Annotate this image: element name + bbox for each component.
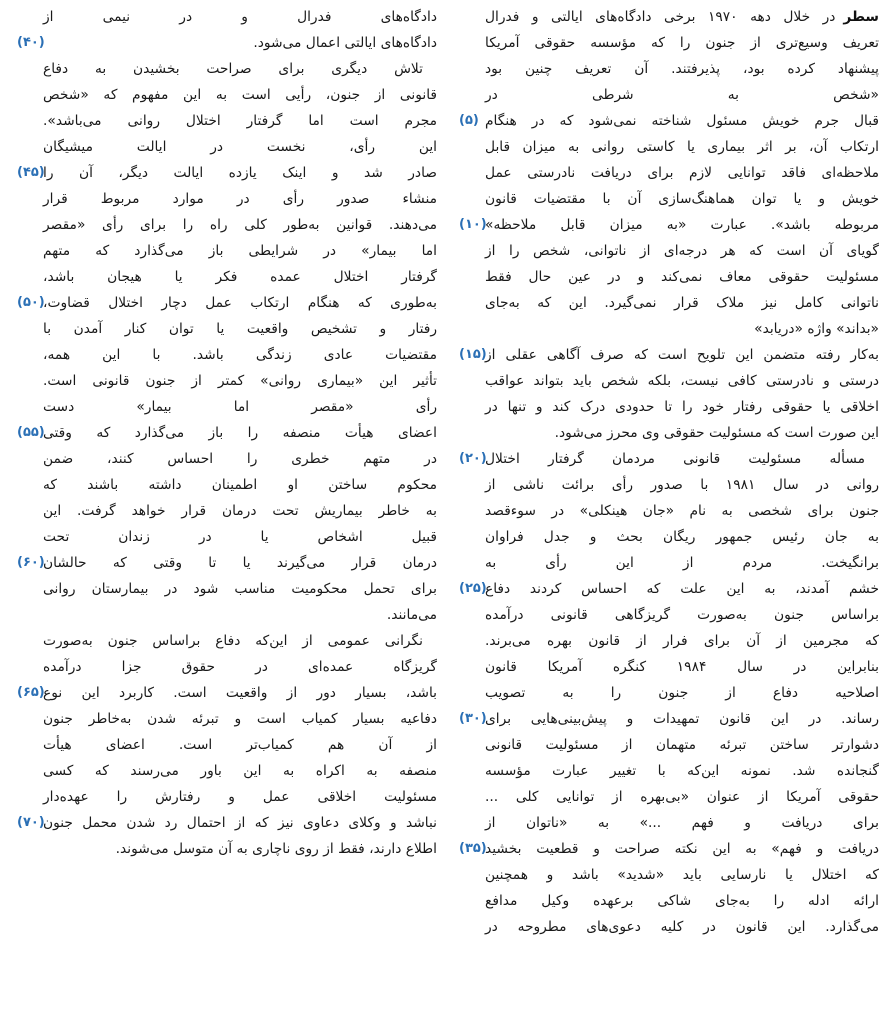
line-text: تعریف وسیع‌تری از جنون را که مؤسسه حقوقی آمریکا (485, 35, 879, 51)
text-line (17, 56, 437, 82)
left-column (17, 0, 437, 1024)
text-line (459, 654, 879, 680)
text-line (459, 420, 879, 446)
line-text: دفاعیه بسیار کمیاب است و تبرئه شدن به‌خاطر جنون (43, 711, 437, 727)
line-text: درمان قرار می‌گیرند یا تا وقتی که حالشان (43, 555, 437, 571)
text-line (459, 446, 879, 472)
text-line (459, 888, 879, 914)
line-text: دشوارتر ساختن تبرئه متهمان از مسئولیت قانونی (485, 737, 879, 753)
line-text: این رأی، نخست در ایالت میشیگان (43, 139, 437, 155)
text-line (459, 862, 879, 888)
text-line (459, 108, 879, 134)
text-line (17, 732, 437, 758)
line-number: (۲۰) (459, 451, 487, 466)
text-line (17, 368, 437, 394)
line-text: می‌گذارد. این قانون در کلیه دعوی‌های مطروحه در (485, 919, 879, 935)
text-line (17, 212, 437, 238)
line-number: (۳۵) (459, 841, 487, 856)
line-text: محکوم ساختن او اطمینان داشته باشند که (43, 477, 437, 493)
text-line (459, 524, 879, 550)
line-number: (۲۵) (459, 581, 487, 596)
text-line (17, 680, 437, 706)
line-text: گنجانده شد. نمونه این‌که با تغییر عبارت مؤسسه (485, 763, 879, 779)
line-text: رساند. در این قانون تمهیدات و پیش‌بینی‌هایی برای (485, 711, 879, 727)
text-line (17, 290, 437, 316)
text-line (459, 4, 879, 30)
line-text: مجرم است اما گرفتار اختلال روانی می‌باشد». (43, 113, 437, 129)
line-text: به خاطر بیماریش تحت درمان قرار خواهد گرفت. این (43, 503, 437, 519)
text-line (17, 472, 437, 498)
line-text: اخلاقی یا حقوقی رفتار خود را تا حدودی درک کند و تنها در (485, 399, 879, 415)
line-text: درستی و نادرستی کافی نیست، بلکه شخص باید بتواند عواقب (485, 373, 879, 389)
line-text: باشد، بسیار دور از واقعیت است. کاربرد این نوع (43, 685, 437, 701)
line-number: (۵۵) (17, 425, 45, 440)
line-text: «بداند» واژه «دریابد» (754, 321, 879, 337)
line-text: می‌مانند. (386, 607, 437, 623)
line-text: منشاء صدور رأی در موارد مربوط قرار (43, 191, 437, 207)
line-text: گریزگاه عمده‌ای در حقوق جزا درآمده (43, 659, 437, 675)
line-text: پیشنهاد کرده بود، پذیرفتند. آن تعریف چنین بود (485, 61, 879, 77)
text-line (17, 524, 437, 550)
line-number: (۴۰) (17, 35, 45, 50)
text-line (17, 30, 437, 56)
line-text: قانونی از جنون، رأیی است به این مفهوم که «شخص (43, 87, 437, 103)
line-text: قبال جرم خویش مسئول شناخته نمی‌شود که در هنگام (485, 113, 879, 129)
text-line (459, 342, 879, 368)
text-line (17, 264, 437, 290)
line-text: مسأله مسئولیت قانونی مردمان گرفتار اختلال (485, 451, 865, 467)
line-text: اطلاع دارند، فقط از روی ناچاری به آن متوسل می‌شوند. (115, 841, 437, 857)
text-line (17, 836, 437, 862)
text-line (17, 784, 437, 810)
text-line (459, 836, 879, 862)
line-text: نگرانی عمومی از این‌که دفاع براساس جنون به‌صورت (43, 633, 423, 649)
line-text: به‌طوری که هنگام ارتکاب عمل دچار اختلال قضاوت، (43, 295, 437, 311)
text-line (459, 212, 879, 238)
line-text: براساس جنون به‌صورت گریزگاهی قانونی درآمده (485, 607, 879, 623)
line-number: (۶۵) (17, 685, 45, 700)
line-text: مسئولیت حقوقی معاف نمی‌کند و در عین حال فقط (485, 269, 879, 285)
line-text: به‌کار رفته متضمن این تلویح است که صرف آگاهی عقلی از (485, 347, 879, 363)
line-text: اصلاحیه دفاع از جنون را به تصویب (485, 685, 879, 701)
line-text: گویای آن است که هر درجه‌ای از ناتوانی، شخص را از (485, 243, 879, 259)
text-line (17, 160, 437, 186)
line-number: (۱۵) (459, 347, 487, 362)
text-line (17, 810, 437, 836)
text-line (459, 732, 879, 758)
text-line (459, 576, 879, 602)
line-text: تأثیر این «بیماری روانی» کمتر از جنون قانونی است. (43, 373, 437, 389)
text-line (459, 316, 879, 342)
line-text: دریافت و فهم» به این نکته صراحت و قطعیت بخشید (485, 841, 879, 857)
text-line (17, 420, 437, 446)
line-text: به جان رئیس جمهور ریگان بحث و جدل فراوان (485, 529, 879, 545)
line-text: گرفتار اختلال عمده فکر یا هیجان باشد، (43, 269, 437, 285)
text-line (17, 186, 437, 212)
line-text: برانگیخت. مردم از این رأی به (485, 555, 879, 571)
line-text: رأی «مقصر اما بیمار» دست (43, 399, 437, 415)
line-text: خویش و یا توان هماهنگ‌سازی آن با مقتضیات قانون (485, 191, 879, 207)
text-line (459, 810, 879, 836)
text-line (17, 706, 437, 732)
line-text: از آن هم کمیاب‌تر است. اعضای هیأت (43, 737, 437, 753)
line-text: که مجرمین از آن برای فرار از قانون بهره می‌برند. (485, 633, 879, 649)
text-line (17, 342, 437, 368)
line-number: (۵۰) (17, 295, 45, 310)
text-line (17, 654, 437, 680)
text-line (459, 602, 879, 628)
text-line (459, 134, 879, 160)
text-line (459, 784, 879, 810)
line-text: دادگاه‌های فدرال و در نیمی از (43, 9, 437, 25)
line-text: ارائه ادله را به‌جای شاکی برعهده وکیل مدافع (485, 893, 879, 909)
text-line (17, 602, 437, 628)
text-line (17, 108, 437, 134)
line-text: منصفه به اکراه به این باور می‌رسند که کسی (43, 763, 437, 779)
text-line (459, 264, 879, 290)
text-line (17, 394, 437, 420)
line-text: ملاحظه‌ای فاقد توانایی لازم برای دریافت نادرستی عمل (485, 165, 879, 181)
text-line (17, 446, 437, 472)
line-number: (۵) (459, 113, 479, 128)
text-line (459, 472, 879, 498)
text-line (459, 758, 879, 784)
text-line (459, 160, 879, 186)
line-text: دادگاه‌های ایالتی اعمال می‌شود. (253, 35, 437, 51)
line-text: بنابراین در سال ۱۹۸۴ کنگره آمریکا قانون (485, 659, 879, 675)
line-text: رفتار و تشخیص واقعیت یا توان کنار آمدن با (43, 321, 437, 337)
text-line (17, 550, 437, 576)
line-text: مسئولیت اخلاقی عمل و رفتارش را عهده‌دار (43, 789, 437, 805)
line-text: حقوقی آمریکا از عنوان «بی‌بهره از توانایی کلی ... (485, 789, 879, 805)
line-text: صادر شد و اینک یازده ایالت دیگر، آن را (43, 165, 437, 181)
text-line (17, 628, 437, 654)
line-text: در خلال دهه ۱۹۷۰ برخی دادگاه‌های ایالتی و فدرال (485, 9, 836, 25)
text-line (17, 4, 437, 30)
line-text: ارتکاب آن، بر اثر بیماری یا کاستی روانی به میزان قابل (485, 139, 879, 155)
line-column-label: سطر (843, 9, 879, 25)
line-text: اما بیمار» در شرایطی باز می‌گذارد که متهم (43, 243, 437, 259)
text-line (459, 238, 879, 264)
right-column (459, 0, 879, 1024)
line-text: ناتوانی کامل نیز ملاک قرار نمی‌گیرد. این که به‌جای (485, 295, 879, 311)
line-text: تلاش دیگری برای صراحت بخشیدن به دفاع (43, 61, 423, 77)
line-text: برای دریافت و فهم ...» به «ناتوان از (485, 815, 879, 831)
text-line (17, 82, 437, 108)
line-number: (۷۰) (17, 815, 45, 830)
text-line (459, 550, 879, 576)
text-line (17, 758, 437, 784)
line-text: روانی در سال ۱۹۸۱ با صدور رأی برائت ناشی از (485, 477, 879, 493)
text-line (459, 30, 879, 56)
line-text: اعضای هیأت منصفه را باز می‌گذارد که وقتی (43, 425, 437, 441)
line-text: که اختلال یا نارسایی باید «شدید» باشد و همچنین (485, 867, 879, 883)
text-line (17, 576, 437, 602)
text-line (459, 394, 879, 420)
line-text: قبیل اشخاص یا در زندان تحت (43, 529, 437, 545)
text-line (459, 82, 879, 108)
text-line (459, 56, 879, 82)
text-line (459, 680, 879, 706)
line-text: جنون برای شخصی به نام «جان هینکلی» در سوءقصد (485, 503, 879, 519)
line-text: این صورت است که مسئولیت حقوقی وی محرز می‌شود. (554, 425, 879, 441)
text-line (17, 498, 437, 524)
text-line (459, 628, 879, 654)
text-line (459, 706, 879, 732)
text-line (459, 290, 879, 316)
line-number: (۳۰) (459, 711, 487, 726)
text-line (17, 134, 437, 160)
text-line (459, 914, 879, 940)
line-text: نباشد و وکلای دعاوی نیز که از احتمال رد شدن محمل جنون (43, 815, 437, 831)
line-text: برای تحمل محکومیت مناسب شود در بیمارستان روانی (43, 581, 437, 597)
line-text: خشم آمدند، به این علت که احساس کردند دفاع (485, 581, 879, 597)
text-line (17, 316, 437, 342)
line-number: (۶۰) (17, 555, 45, 570)
text-line (459, 368, 879, 394)
line-number: (۴۵) (17, 165, 45, 180)
text-line (459, 186, 879, 212)
text-line (17, 238, 437, 264)
line-number: (۱۰) (459, 217, 487, 232)
line-text: می‌دهند. قوانین به‌طور کلی راه را برای رأی «مقصر (43, 217, 437, 233)
line-text: «شخص به شرطی در (485, 87, 879, 103)
text-line (459, 498, 879, 524)
line-text: در متهم خطری را احساس کنند، ضمن (43, 451, 437, 467)
line-text: مقتضیات عادی زندگی باشد. با این همه، (43, 347, 437, 363)
line-text: مربوطه باشد». عبارت «به میزان قابل ملاحظه» (485, 217, 879, 233)
